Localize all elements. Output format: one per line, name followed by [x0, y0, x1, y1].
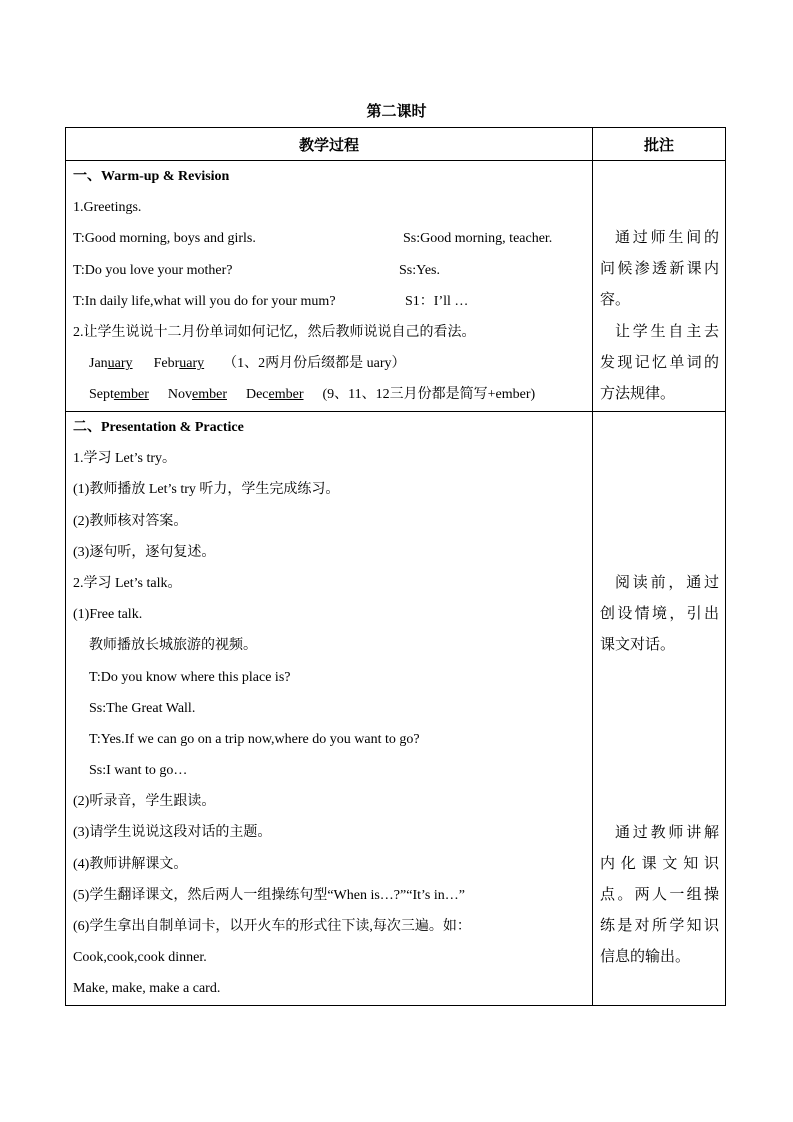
note-paragraph: 通过教师讲解内化课文知识点。两人一组操练是对所学知识信息的输出。: [600, 824, 719, 966]
note-paragraph: 让学生自主去发现记忆单词的方法规律。: [600, 323, 719, 403]
dialogue-line: Ss:I want to go…: [89, 763, 188, 779]
months-note: （1、2两月份后缀都是 uary）: [223, 356, 406, 372]
section1-note: [593, 161, 726, 412]
step-line: 1.学习 Let’s try。: [73, 451, 177, 467]
section2-note: [593, 412, 726, 1006]
student-line: Ss:Yes.: [399, 262, 440, 278]
step-line: (2)教师核对答案。: [73, 513, 188, 529]
teacher-line: T:Good morning, boys and girls.: [73, 231, 256, 247]
month-january: January: [89, 356, 133, 372]
page-title: 第二课时: [366, 104, 427, 120]
dialogue-line: [66, 223, 592, 254]
step-line: (1)Free talk.: [73, 607, 143, 623]
dialogue-line: [66, 255, 592, 286]
task2-line: 2.让学生说说十二月份单词如何记忆，然后教师说说自己的看法。: [73, 324, 476, 340]
lesson-table: [65, 127, 726, 1006]
step-line: 2.学习 Let’s talk。: [73, 575, 182, 591]
teacher-line: T:Do you love your mother?: [73, 262, 233, 278]
note-paragraph: 阅读前，通过创设情境，引出课文对话。: [600, 575, 719, 654]
dialogue-line: [66, 286, 592, 317]
step-line: (3)逐句听，逐句复述。: [73, 544, 216, 560]
greetings-line: 1.Greetings.: [73, 200, 142, 216]
step-line: (2)听录音，学生跟读。: [73, 794, 216, 810]
header-process: 教学过程: [66, 128, 593, 161]
student-line: Ss:Good morning, teacher.: [403, 231, 553, 247]
dialogue-line: Ss:The Great Wall.: [89, 700, 196, 716]
section2-process: [66, 412, 593, 1006]
step-line: (3)请学生说说这段对话的主题。: [73, 825, 272, 841]
header-note: 批注: [593, 128, 726, 161]
section2-heading: 二、Presentation & Practice: [73, 420, 244, 435]
month-september: September: [89, 387, 149, 403]
month-november: November: [167, 387, 227, 403]
step-line: Cook,cook,cook dinner.: [73, 950, 207, 966]
month-february: February: [153, 356, 205, 372]
student-line: S1：I’ll …: [405, 293, 469, 309]
step-line: (6)学生拿出自制单词卡，以开火车的形式往下读,每次三遍。如：: [73, 919, 471, 934]
section1-heading: 一、Warm-up & Revision: [73, 169, 230, 184]
step-line: (5)学生翻译课文，然后两人一组操练句型“When is…?”“It’s in…”: [73, 887, 465, 903]
section1-process: [66, 161, 593, 412]
step-line: (1)教师播放 Let’s try 听力，学生完成练习。: [73, 482, 340, 498]
step-line: Make, make, make a card.: [73, 981, 221, 997]
dialogue-line: 教师播放长城旅游的视频。: [89, 638, 257, 654]
dialogue-line: T:Yes.If we can go on a trip now,where do you want to go?: [89, 731, 420, 747]
teacher-line: T:In daily life,what will you do for your mum?: [73, 293, 336, 309]
note-paragraph: 通过师生间的问候渗透新课内容。: [600, 230, 719, 309]
months-note: (9、11、12三月份都是简写+ember): [322, 387, 536, 403]
month-december: December: [245, 387, 304, 403]
months-sep-dec-line: [66, 379, 592, 410]
step-line: (4)教师讲解课文。: [73, 856, 188, 872]
months-jan-feb-line: [66, 348, 592, 379]
dialogue-line: T:Do you know where this place is?: [89, 669, 291, 685]
